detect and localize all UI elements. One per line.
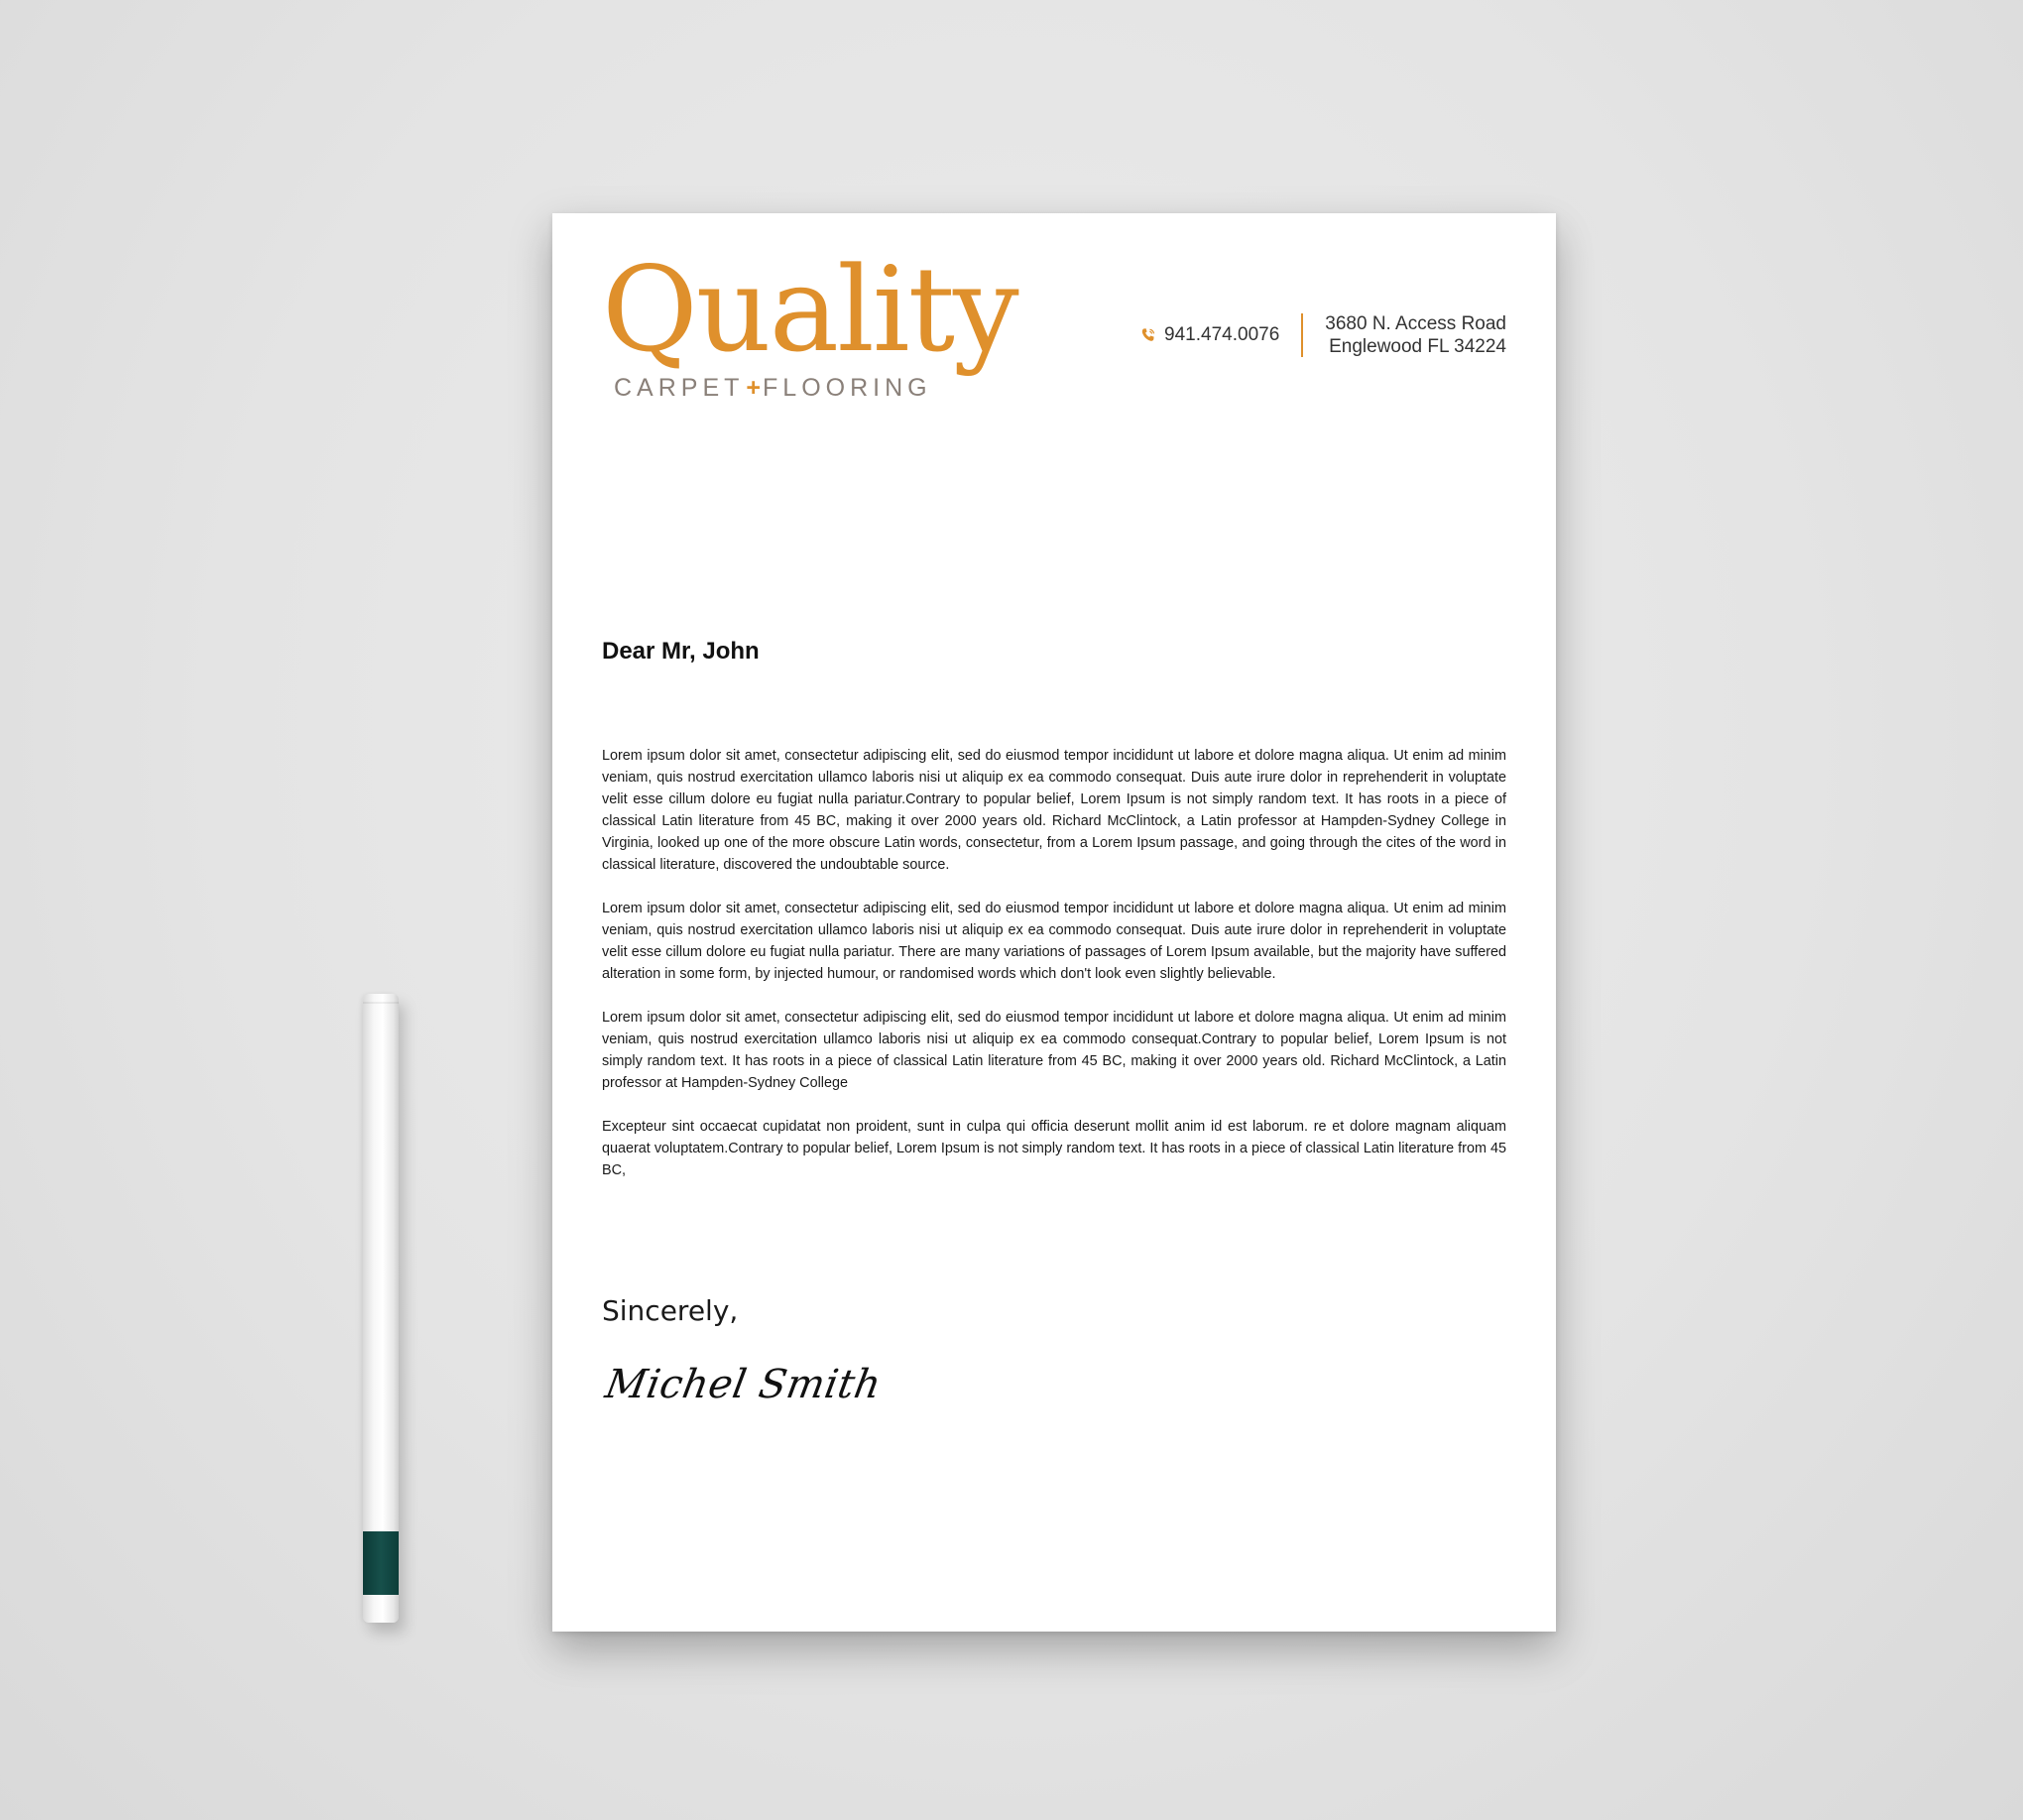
address-line-2: Englewood FL 34224 bbox=[1329, 336, 1506, 357]
body-paragraph-4: Excepteur sint occaecat cupidatat non proident, sunt in culpa qui officia deserunt mollit anim id est laborum. re et dolore magnam aliquam quaerat voluptatem.Contrary to popular belief, Lorem Ipsum is not simply random text. It has roots in a piece of classical Latin literature from 45 BC, bbox=[602, 1119, 1506, 1178]
logo-tagline bbox=[614, 374, 1018, 403]
closing: Sincerely, bbox=[602, 1294, 739, 1327]
body-paragraph-3: Lorem ipsum dolor sit amet, consectetur adipiscing elit, sed do eiusmod tempor incididunt ut labore et dolore magna aliqua. Ut enim ad minim veniam, quis nostrud exercitation ullamco laboris nisi ut aliquip ex ea commodo consequat.Contrary to popular belief, Lorem Ipsum is not simply random text. It has roots in a piece of classical Latin literature from 45 BC, making it over 2000 years old. Richard McClintock, a Latin professor at Hampden-Sydney College bbox=[602, 1010, 1506, 1091]
body-paragraph-2: Lorem ipsum dolor sit amet, consectetur adipiscing elit, sed do eiusmod tempor incididunt ut labore et dolore magna aliqua. Ut enim ad minim veniam, quis nostrud exercitation ullamco laboris nisi ut aliquip ex ea commodo consequat. Duis aute irure dolor in reprehenderit in voluptate velit esse cillum dolore eu fugiat nulla pariatur. There are many variations of passages of Lorem Ipsum available, but the majority have suffered alteration in some form, by injected humour, or randomised words which don't look even slightly believable. bbox=[602, 901, 1506, 982]
logo-tagline-plus: + bbox=[746, 374, 762, 402]
phone-icon bbox=[1140, 327, 1156, 343]
address-line-1: 3680 N. Access Road bbox=[1325, 313, 1506, 334]
phone-number: 941.474.0076 bbox=[1164, 324, 1280, 345]
pen bbox=[363, 994, 399, 1623]
body-paragraph-1: Lorem ipsum dolor sit amet, consectetur adipiscing elit, sed do eiusmod tempor incididunt ut labore et dolore magna aliqua. Ut enim ad minim veniam, quis nostrud exercitation ullamco laboris nisi ut aliquip ex ea commodo consequat. Duis aute irure dolor in reprehenderit in voluptate velit esse cillum dolore eu fugiat nulla pariatur.Contrary to popular belief, Lorem Ipsum is not simply random text. It has roots in a piece of classical Latin literature from 45 BC, making it over 2000 years old. Richard McClintock, a Latin professor at Hampden-Sydney College in Virginia, looked up one of the more obscure Latin words, consectetur, from a Lorem Ipsum passage, and going through the cites of the word in classical literature, discovered the undoubtable source. bbox=[602, 748, 1506, 873]
letter-body bbox=[602, 745, 1506, 1203]
logo-wordmark: Quality bbox=[602, 241, 1017, 378]
letter-sheet bbox=[552, 213, 1556, 1632]
phone-contact bbox=[1140, 324, 1279, 346]
contact-divider bbox=[1301, 313, 1303, 357]
address bbox=[1325, 312, 1506, 358]
company-logo bbox=[602, 241, 1018, 403]
contact-block bbox=[1140, 312, 1506, 358]
signature: Michel Smith bbox=[602, 1362, 886, 1407]
pen-cap-line bbox=[363, 1002, 399, 1004]
greeting: Dear Mr, John bbox=[602, 638, 760, 665]
pen-band bbox=[363, 1531, 399, 1595]
logo-tagline-right: FLOORING bbox=[763, 374, 932, 402]
logo-tagline-left: CARPET bbox=[614, 374, 745, 402]
